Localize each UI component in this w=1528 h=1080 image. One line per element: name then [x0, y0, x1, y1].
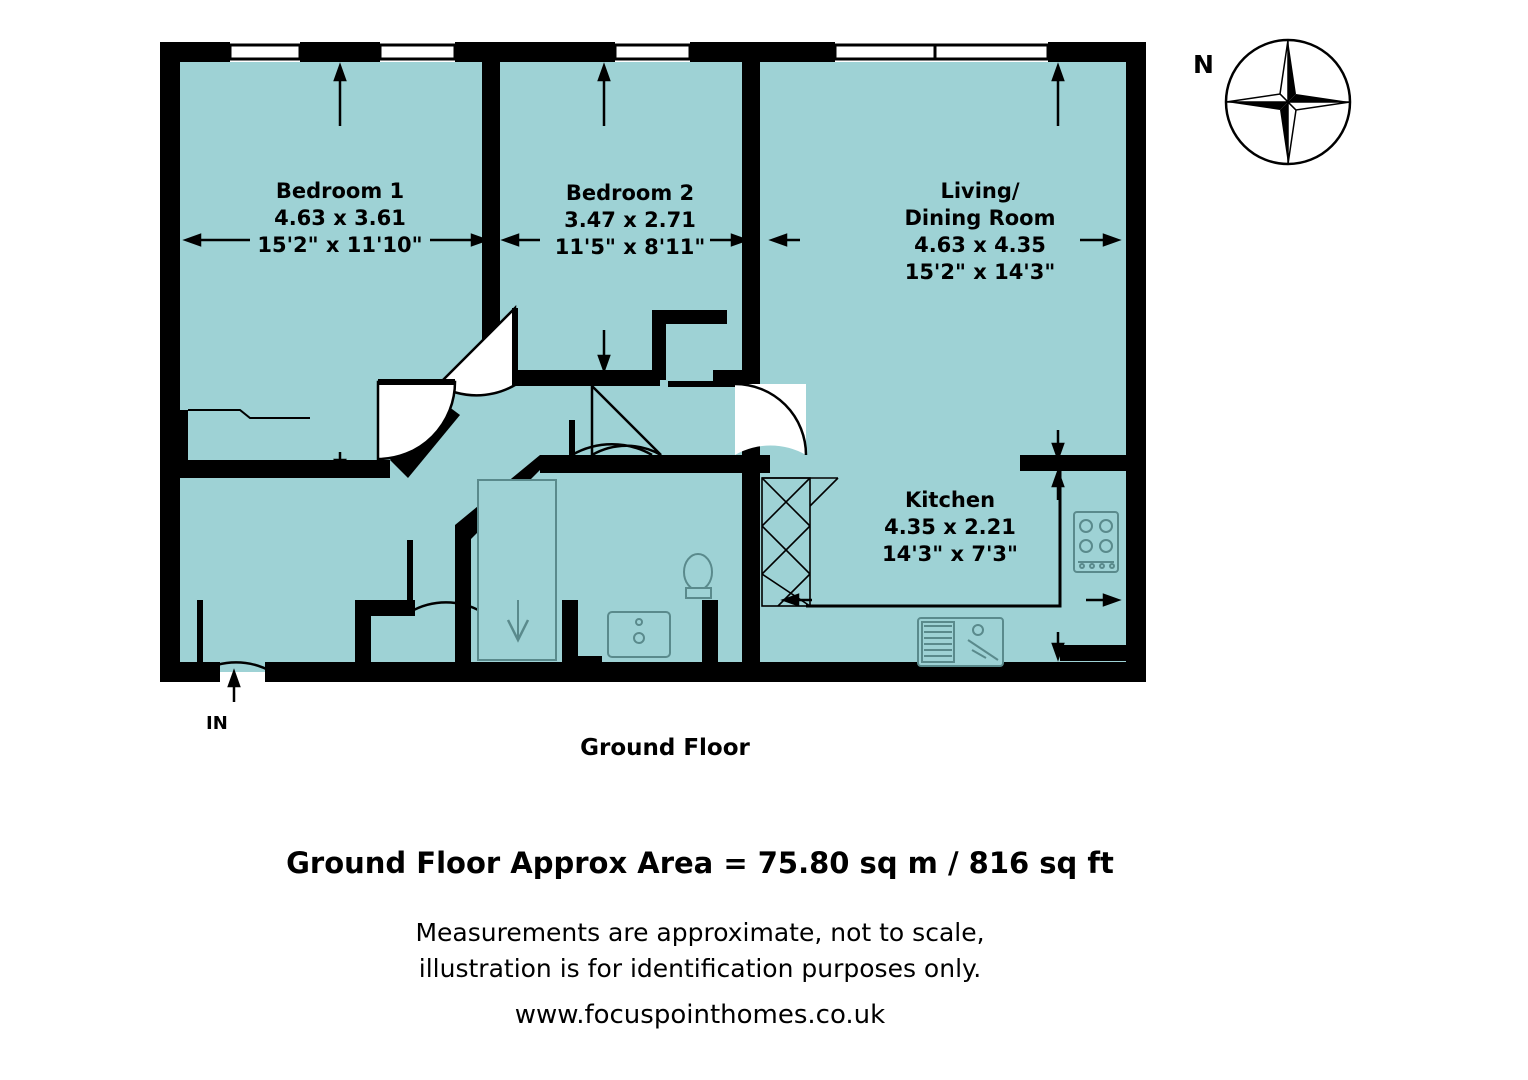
room-label-bedroom-2	[480, 180, 780, 261]
room-dimensions-imperial: 11'5" x 8'11"	[554, 234, 706, 259]
disclaimer-text	[0, 915, 1400, 988]
room-label-bedroom-1	[190, 178, 490, 259]
compass-rose-icon	[1226, 40, 1350, 164]
entrance-label: IN	[206, 713, 228, 734]
room-name-line-1: Living/	[940, 179, 1020, 203]
room-label-kitchen	[810, 487, 1090, 568]
room-name: Kitchen	[904, 488, 996, 512]
room-dimensions-imperial: 15'2" x 11'10"	[257, 232, 423, 257]
compass-north-label: N	[1193, 50, 1214, 79]
room-dimensions-metric: 4.63 x 3.61	[274, 205, 406, 230]
floor-title: Ground Floor	[580, 735, 750, 761]
website-url[interactable]: www.focuspointhomes.co.uk	[514, 1000, 886, 1030]
room-dimensions-imperial: 14'3" x 7'3"	[882, 541, 1018, 566]
room-dimensions-metric: 4.35 x 2.21	[884, 514, 1016, 539]
room-dimensions-metric: 3.47 x 2.71	[564, 207, 696, 232]
room-name: Bedroom 2	[565, 181, 695, 205]
room-label-living-dining-room	[830, 178, 1130, 286]
room-name: Bedroom 1	[275, 179, 405, 203]
area-summary: Ground Floor Approx Area = 75.80 sq m / 816 sq ft	[286, 846, 1114, 880]
room-dimensions-metric: 4.63 x 4.35	[914, 232, 1046, 257]
room-name-line-2: Dining Room	[904, 205, 1056, 230]
disclaimer-line-2: illustration is for identification purposes only.	[418, 954, 982, 984]
room-dimensions-imperial: 15'2" x 14'3"	[904, 259, 1056, 284]
disclaimer-line-1: Measurements are approximate, not to scale,	[415, 918, 985, 947]
